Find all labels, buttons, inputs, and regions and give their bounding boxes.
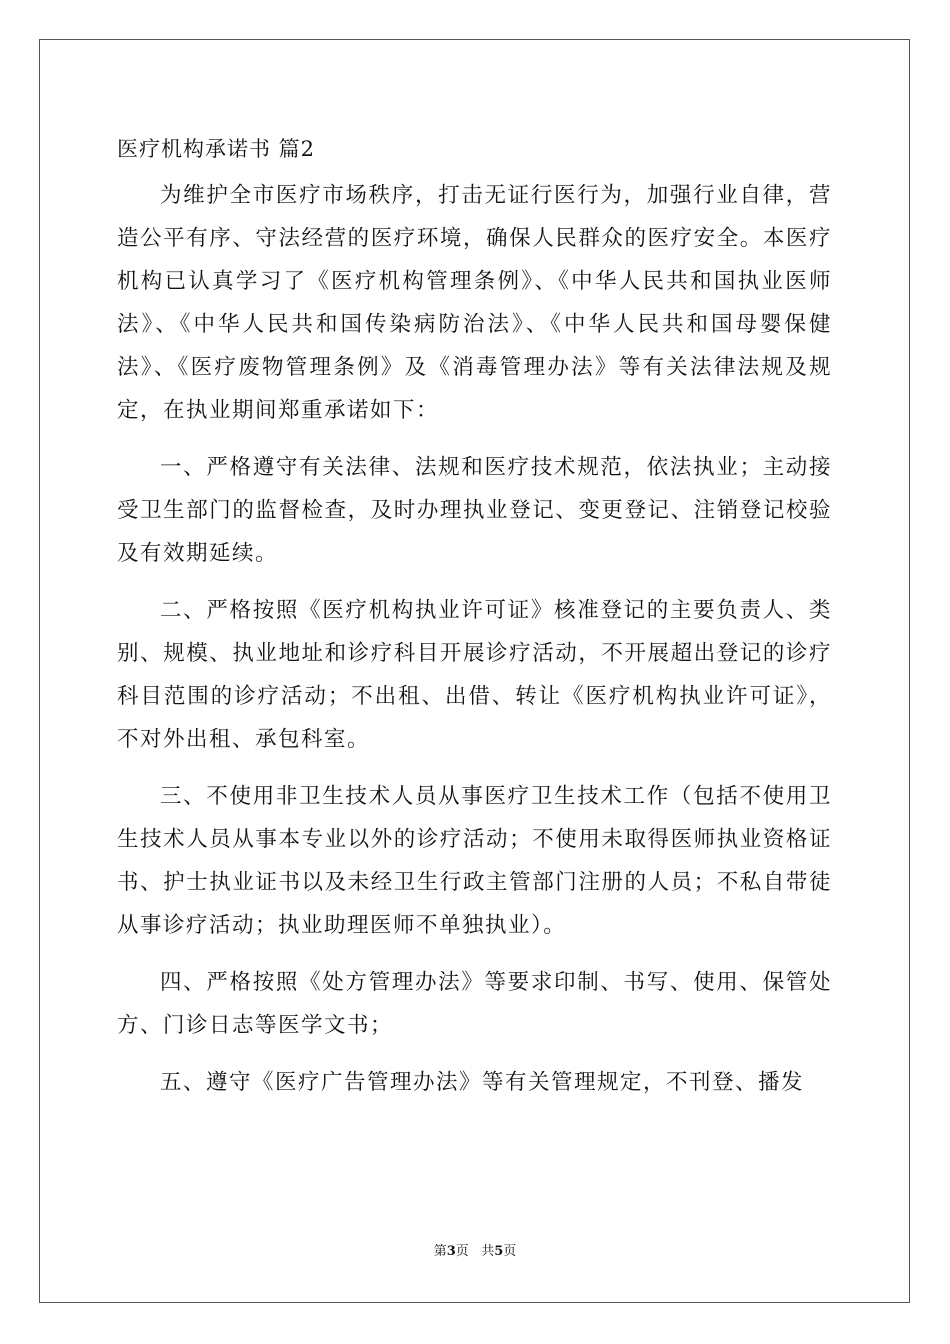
page-prefix: 第 [433,1244,447,1259]
paragraph-item-5: 五、遵守《医疗广告管理办法》等有关管理规定，不刊登、播发 [160,1070,805,1095]
total-prefix: 共 [481,1244,495,1259]
paragraph-item-3: 三、不使用非卫生技术人员从事医疗卫生技术工作（包括不使用卫生技术人员从事本专业以外的诊疗活动；不使用未取得医师执业资格证书、护士执业证书以及未经卫生行政主管部门注册的人员；不私自带徒从事诊疗活动；执业助理医师不单独执业）。 [117,784,832,938]
paragraph-intro: 为维护全市医疗市场秩序，打击无证行医行为，加强行业自律，营造公平有序、守法经营的医疗环境，确保人民群众的医疗安全。本医疗机构已认真学习了《医疗机构管理条例》、《中华人民共和国执业医师法》、《中华人民共和国传染病防治法》、《中华人民共和国母婴保健法》、《医疗废物管理条例》及《消毒管理办法》等有关法律法规及规定，在执业期间郑重承诺如下： [117,183,832,423]
paragraph-item-1: 一、严格遵守有关法律、法规和医疗技术规范，依法执业；主动接受卫生部门的监督检查，及时办理执业登记、变更登记、注销登记校验及有效期延续。 [117,455,832,566]
paragraph-item-4: 四、严格按照《处方管理办法》等要求印制、书写、使用、保管处方、门诊日志等医学文书； [117,970,832,1038]
page-suffix: 页 [455,1244,469,1259]
paragraph-item-2: 二、严格按照《医疗机构执业许可证》核准登记的主要负责人、类别、规模、执业地址和诊疗科目开展诊疗活动，不开展超出登记的诊疗科目范围的诊疗活动；不出租、出借、转让《医疗机构执业许可证》，不对外出租、承包科室。 [117,598,832,752]
total-pages-number: 5 [494,1244,504,1259]
document-heading: 医疗机构承诺书 篇2 [117,137,316,161]
total-suffix: 页 [503,1244,517,1259]
current-page-number: 3 [446,1244,456,1259]
page-footer [0,1243,950,1261]
document-body [117,124,832,1118]
